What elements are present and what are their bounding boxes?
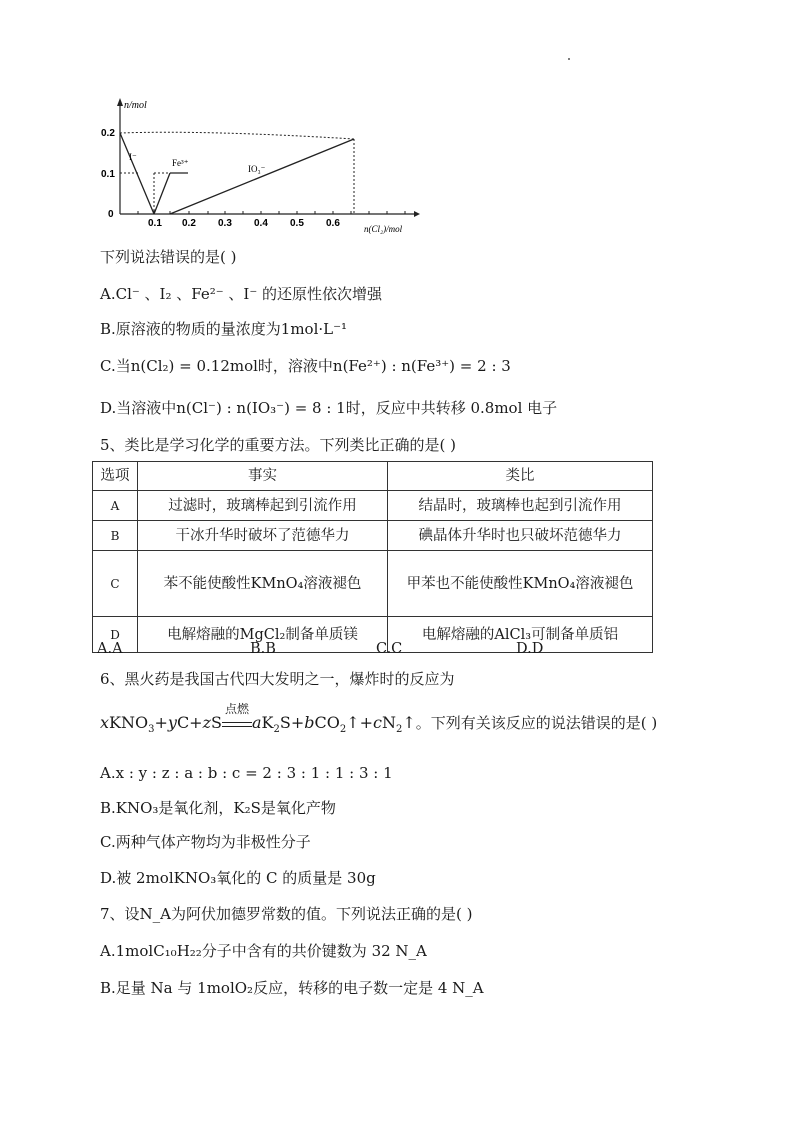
header-option: 选项 bbox=[93, 462, 138, 491]
q5-stem: 5、类比是学习化学的重要方法。下列类比正确的是( ) bbox=[100, 436, 457, 454]
q4-option-a: A.Cl⁻ 、I₂ 、Fe²⁻ 、I⁻ 的还原性依次增强 bbox=[100, 285, 383, 303]
q6-option-a: A.x : y : z : a : b : c = 2 : 3 : 1 : 1 : 3 : 1 bbox=[100, 764, 393, 782]
q7-stem: 7、设N_A为阿伏加德罗常数的值。下列说法正确的是( ) bbox=[100, 905, 473, 923]
equation-condition: 点燃 bbox=[222, 712, 252, 734]
q5-answer-a: A.A bbox=[97, 641, 123, 657]
row-fact: 电解熔融的MgCl₂制备单质镁 bbox=[138, 617, 388, 653]
table-header-row bbox=[93, 462, 653, 491]
row-analogy: 碘晶体升华时也只破坏范德华力 bbox=[388, 521, 653, 551]
x-axis-label: n(Cl₂)/mol bbox=[364, 224, 403, 234]
dashed-top-curve bbox=[120, 132, 354, 139]
y-tick-label: 0.1 bbox=[101, 169, 115, 180]
row-analogy: 电解熔融的AlCl₃可制备单质铝 bbox=[388, 617, 653, 653]
q6-option-b: B.KNO₃是氧化剂，K₂S是氧化产物 bbox=[100, 799, 336, 817]
table-row bbox=[93, 521, 653, 551]
q4-option-d: D.当溶液中n(Cl⁻) : n(IO₃⁻) = 8 : 1时，反应中共转移 0.8mol 电子 bbox=[100, 399, 558, 417]
equation-left: xKNO$_3$+yC+zS bbox=[100, 713, 222, 736]
q5-answer-b: B.B bbox=[250, 641, 276, 657]
q4-option-b: B.原溶液的物质的量浓度为1mol·L⁻¹ bbox=[100, 320, 348, 338]
row-analogy: 结晶时，玻璃棒也起到引流作用 bbox=[388, 491, 653, 521]
x-tick-label: 0.2 bbox=[182, 218, 196, 229]
q5-answer-d: D.D bbox=[516, 641, 544, 657]
series-IO3-line bbox=[170, 139, 354, 214]
header-fact: 事实 bbox=[138, 462, 388, 491]
series-label-I: I⁻ bbox=[129, 152, 137, 162]
y-tick-label: 0.2 bbox=[101, 128, 115, 139]
header-analogy: 类比 bbox=[388, 462, 653, 491]
scan-dot bbox=[568, 58, 570, 60]
equation-right: $aK_2S+bCO_2↑+cN_2↑$ bbox=[252, 713, 416, 736]
q5-comparison-table bbox=[92, 461, 653, 653]
q6-option-c: C.两种气体产物均为非极性分子 bbox=[100, 833, 311, 851]
series-Fe-rise bbox=[154, 173, 170, 214]
row-option: A bbox=[93, 491, 138, 521]
y-axis-label: n/mol bbox=[124, 100, 147, 111]
y-tick-label: 0 bbox=[108, 209, 114, 220]
table-row bbox=[93, 617, 653, 653]
table-row bbox=[93, 551, 653, 617]
reaction-graph bbox=[96, 92, 426, 240]
x-tick-label: 0.6 bbox=[326, 218, 340, 229]
q7-option-b: B.足量 Na 与 1molO₂反应，转移的电子数一定是 4 N_A bbox=[100, 979, 484, 997]
q6-equation bbox=[100, 702, 658, 736]
x-tick-label: 0.3 bbox=[218, 218, 232, 229]
q6-option-d: D.被 2molKNO₃氧化的 C 的质量是 30g bbox=[100, 869, 376, 887]
series-label-IO3: IO₃⁻ bbox=[248, 164, 266, 174]
y-axis-arrow bbox=[117, 98, 123, 106]
row-fact: 过滤时，玻璃棒起到引流作用 bbox=[138, 491, 388, 521]
row-analogy: 甲苯也不能使酸性KMnO₄溶液褪色 bbox=[388, 551, 653, 617]
row-option: C bbox=[93, 551, 138, 617]
row-fact: 苯不能使酸性KMnO₄溶液褪色 bbox=[138, 551, 388, 617]
row-option: D bbox=[93, 617, 138, 653]
q4-stem: 下列说法错误的是( ) bbox=[100, 248, 237, 266]
x-tick-label: 0.1 bbox=[148, 218, 162, 229]
q4-option-c: C.当n(Cl₂) = 0.12mol时，溶液中n(Fe²⁺) : n(Fe³⁺) = 2 : 3 bbox=[100, 357, 511, 375]
row-fact: 干冰升华时破坏了范德华力 bbox=[138, 521, 388, 551]
table-row bbox=[93, 491, 653, 521]
q6-stem: 6、黑火药是我国古代四大发明之一，爆炸时的反应为 bbox=[100, 670, 455, 688]
row-option: B bbox=[93, 521, 138, 551]
graph-svg bbox=[96, 92, 426, 240]
q7-option-a: A.1molC₁₀H₂₂分子中含有的共价键数为 32 N_A bbox=[100, 942, 427, 960]
series-label-Fe: Fe³⁺ bbox=[172, 158, 189, 168]
equation-tail: 。下列有关该反应的说法错误的是( ) bbox=[415, 714, 658, 732]
x-tick-label: 0.4 bbox=[254, 218, 268, 229]
x-axis-arrow bbox=[414, 211, 420, 217]
x-tick-label: 0.5 bbox=[290, 218, 304, 229]
q5-answer-c: C.C bbox=[376, 641, 403, 657]
